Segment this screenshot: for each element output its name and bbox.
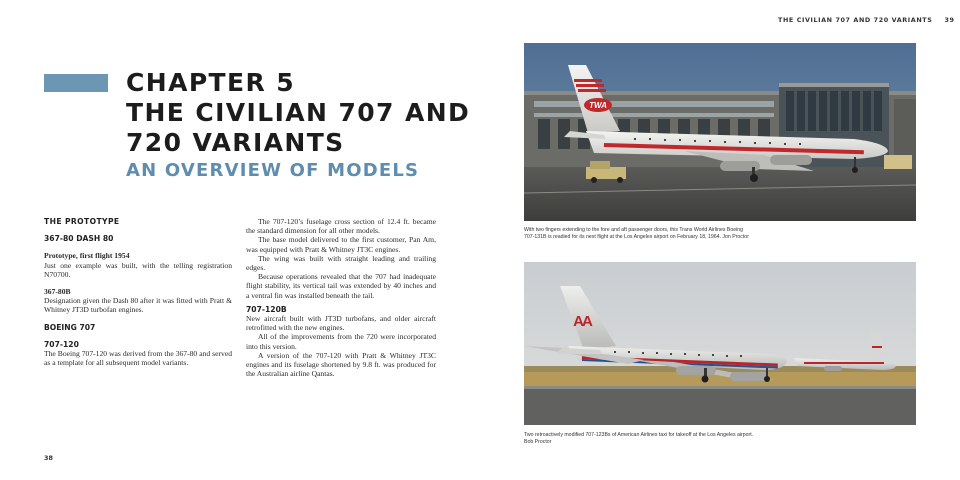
- para-improvements: All of the improvements from the 720 were incorporated into this version.: [246, 332, 436, 351]
- para-first-flight: Just one example was built, with the telling registration N70700.: [44, 260, 232, 279]
- twa-tail-logo: TWA: [589, 101, 607, 110]
- chapter-accent-bar: [44, 74, 108, 92]
- running-head-title: THE CIVILIAN 707 AND 720 VARIANTS: [778, 16, 933, 24]
- heading-dash80: 367-80 DASH 80: [44, 234, 114, 244]
- para-367-80b: Designation given the Dash 80 after it was fitted with Pratt & Whitney JT3D turbofan engines.: [44, 296, 232, 315]
- page-number-left: 38: [44, 454, 53, 462]
- heading-boeing-707: BOEING 707: [44, 322, 96, 332]
- para-jt3d: New aircraft built with JT3D turbofans, and older aircraft retrofitted with the new engines.: [246, 314, 436, 333]
- aa-tail-logo: AA: [573, 313, 591, 330]
- photo-twa-707: [524, 43, 916, 221]
- chapter-heading: [126, 68, 471, 184]
- para-qantas: A version of the 707-120 with Pratt & Whitney JT3C engines and its fuselage shortened by 9.8 ft. was produced for the Australian airline Qantas.: [246, 350, 436, 379]
- para-fuselage: The 707-120’s fuselage cross section of 12.4 ft. became the standard dimension for all other models.: [246, 217, 436, 236]
- heading-prototype: THE PROTOTYPE: [44, 217, 120, 226]
- text-column-left: [44, 217, 232, 367]
- subhead-707-120: 707-120: [44, 339, 79, 349]
- chapter-subtitle: AN OVERVIEW OF MODELS: [126, 160, 420, 181]
- subhead-367-80b: 367-80B: [44, 287, 71, 297]
- subhead-first-flight: Prototype, first flight 1954: [44, 251, 130, 261]
- chapter-title-line1: THE CIVILIAN 707 AND: [126, 98, 471, 127]
- text-column-right: [246, 217, 436, 378]
- chapter-title-line2: 720 VARIANTS: [126, 128, 345, 157]
- running-head: [778, 16, 955, 24]
- para-wing: The wing was built with straight leading and trailing edges.: [246, 253, 436, 273]
- chapter-number: CHAPTER 5: [126, 68, 296, 97]
- para-base-model: The base model delivered to the first customer, Pan Am, was equipped with Pratt & Whitney JT3C engines.: [246, 235, 436, 254]
- photo1-caption: With two fingers extending to the fore and aft passenger doors, this Trans World Airlines Boeing 707-131B is readied for its next flight at the Los Angeles airport on February 18, 1964. Jon Proctor: [524, 227, 749, 240]
- para-stability: Because operations revealed that the 707 had inadequate flight stability, its vertical tail was extended by 40 inches and a ventral fin was installed beneath the tail.: [246, 272, 436, 300]
- page-number-right: 39: [944, 16, 955, 24]
- photo-american-707: [524, 262, 916, 425]
- para-707-120: The Boeing 707-120 was derived from the 367-80 and served as a template for all subsequent model variants.: [44, 349, 232, 368]
- photo2-caption: Two retroactively modified 707-123Bs of American Airlines taxi for takeoff at the Los Angeles airport. Bob Proctor: [524, 432, 754, 445]
- subhead-707-120b: 707-120B: [246, 304, 287, 314]
